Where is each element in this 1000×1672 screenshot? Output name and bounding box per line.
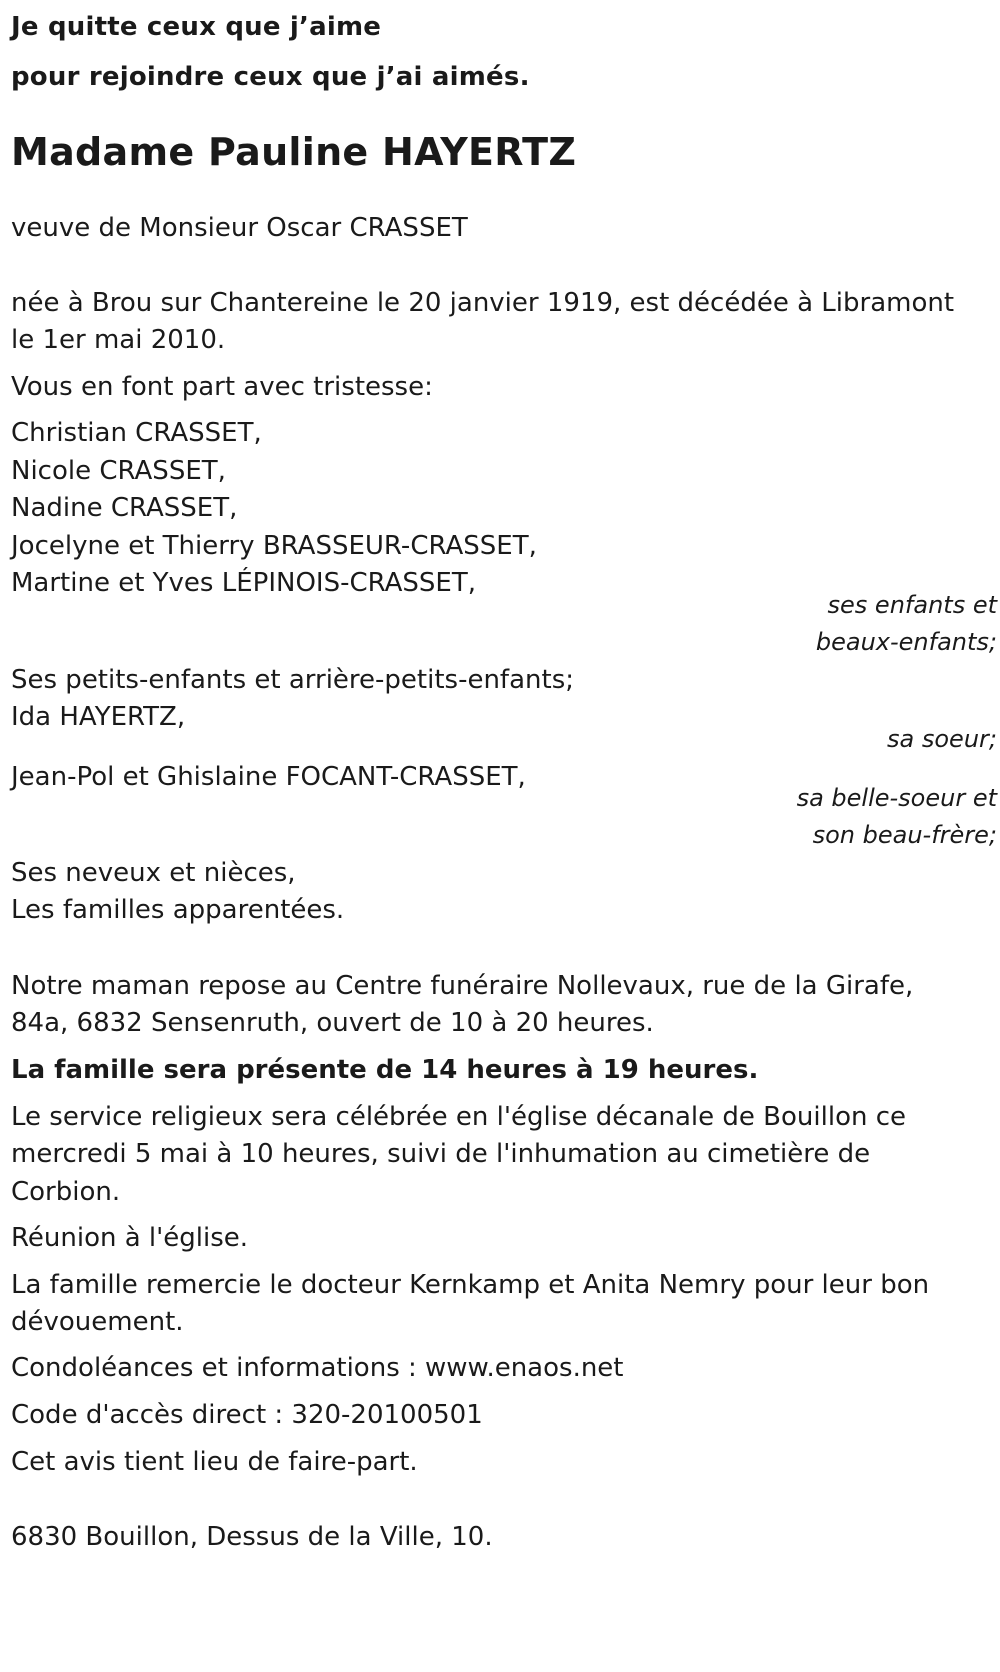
notice-statement: Cet avis tient lieu de faire-part. — [11, 1447, 418, 1477]
motto-line-1: Je quitte ceux que j’aime — [11, 12, 382, 42]
in-laws-name: Jean-Pol et Ghislaine FOCANT-CRASSET, — [11, 762, 526, 792]
service-line-3: Corbion. — [11, 1177, 121, 1207]
birth-death-line-2: le 1er mai 2010. — [11, 325, 226, 355]
access-code: Code d'accès direct : 320-20100501 — [11, 1400, 483, 1430]
child-name: Christian CRASSET, — [11, 418, 262, 448]
sister-role: sa soeur; — [887, 725, 997, 753]
rest-place-line-2: 84a, 6832 Sensenruth, ouvert de 10 à 20 heures. — [11, 1008, 654, 1038]
family-presence: La famille sera présente de 14 heures à 19 heures. — [11, 1055, 759, 1085]
child-name: Nadine CRASSET, — [11, 493, 238, 523]
family-address: 6830 Bouillon, Dessus de la Ville, 10. — [11, 1522, 493, 1552]
children-role-line-1: ses enfants et — [827, 591, 997, 619]
grandchildren: Ses petits-enfants et arrière-petits-enfants; — [11, 665, 574, 695]
related-families: Les familles apparentées. — [11, 895, 345, 925]
widow-of: veuve de Monsieur Oscar CRASSET — [11, 213, 468, 243]
rest-place-line-1: Notre maman repose au Centre funéraire Nollevaux, rue de la Girafe, — [11, 971, 914, 1001]
announcement-intro: Vous en font part avec tristesse: — [11, 372, 433, 402]
child-name: Nicole CRASSET, — [11, 456, 226, 486]
child-name: Martine et Yves LÉPINOIS-CRASSET, — [11, 568, 477, 598]
in-laws-role-line-1: sa belle-soeur et — [796, 784, 997, 812]
nephews: Ses neveux et nièces, — [11, 858, 296, 888]
in-laws-role-line-2: son beau-frère; — [812, 821, 997, 849]
service-line-2: mercredi 5 mai à 10 heures, suivi de l'inhumation au cimetière de — [11, 1139, 871, 1169]
service-line-1: Le service religieux sera célébrée en l'église décanale de Bouillon ce — [11, 1102, 907, 1132]
thanks-line-2: dévouement. — [11, 1307, 184, 1337]
child-name: Jocelyne et Thierry BRASSEUR-CRASSET, — [11, 531, 537, 561]
birth-death-line-1: née à Brou sur Chantereine le 20 janvier 1919, est décédée à Libramont — [11, 288, 955, 318]
motto-line-2: pour rejoindre ceux que j’ai aimés. — [11, 62, 530, 92]
sister-name: Ida HAYERTZ, — [11, 702, 186, 732]
deceased-name: Madame Pauline HAYERTZ — [11, 130, 577, 174]
meeting-note: Réunion à l'église. — [11, 1223, 249, 1253]
thanks-line-1: La famille remercie le docteur Kernkamp et Anita Nemry pour leur bon — [11, 1270, 930, 1300]
condolences-info: Condoléances et informations : www.enaos.net — [11, 1353, 624, 1383]
children-role-line-2: beaux-enfants; — [815, 628, 997, 656]
